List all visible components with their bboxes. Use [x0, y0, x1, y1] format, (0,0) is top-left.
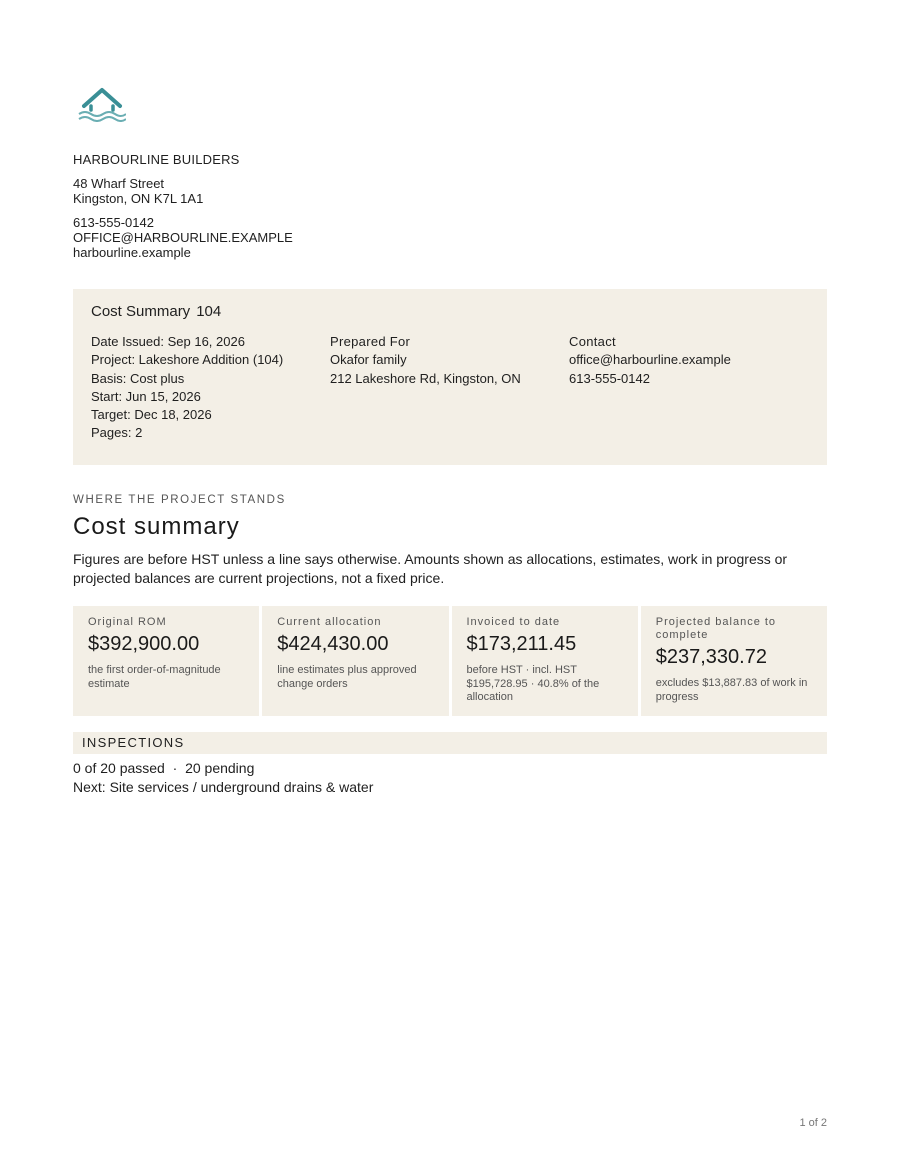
- company-email: OFFICE@HARBOURLINE.EXAMPLE: [73, 230, 293, 245]
- inspections-summary: [73, 759, 373, 796]
- contact-email: office@harbourline.example: [569, 352, 731, 368]
- contact-phone: 613-555-0142: [569, 370, 650, 386]
- metric-note: line estimates plus approved change orders: [277, 664, 417, 690]
- company-website: harbourline.example: [73, 245, 191, 260]
- metric-label: Projected balance to complete: [655, 616, 777, 641]
- section-title: Cost summary: [73, 513, 240, 540]
- metric-original-rom: [73, 606, 259, 716]
- inspections-heading: INSPECTIONS: [73, 732, 827, 754]
- company-block: [73, 152, 293, 260]
- summary-box: [73, 289, 827, 465]
- contact-heading: Contact: [569, 334, 616, 349]
- metric-amount: $424,430.00: [277, 633, 389, 655]
- metric-note: the first order-of-magnitude estimate: [88, 664, 221, 690]
- target-date: Target: Dec 18, 2026: [91, 407, 212, 423]
- inspections-status: 0 of 20 passed · 20 pending: [73, 760, 255, 776]
- summary-number: 104: [196, 303, 222, 320]
- metric-label: Original ROM: [88, 616, 167, 628]
- inspections-next: Next: Site services / underground drains & water: [73, 778, 374, 795]
- metric-current-allocation: [262, 606, 448, 716]
- metric-label: Invoiced to date: [466, 616, 561, 628]
- prepared-for-heading: Prepared For: [330, 334, 411, 349]
- metric-note: before HST · incl. HST $195,728.95 · 40.8% of the allocation: [466, 664, 600, 703]
- basis: Basis: Cost plus: [91, 370, 185, 386]
- section-intro: Figures are before HST unless a line says otherwise. Amounts shown as allocations, estimates, work in progress or projected balances are current projections, not a fixed price.: [73, 551, 788, 586]
- start-date: Start: Jun 15, 2026: [91, 388, 201, 404]
- metric-amount: $237,330.72: [655, 646, 767, 668]
- contact: [569, 333, 731, 388]
- section-eyebrow: WHERE THE PROJECT STANDS: [73, 494, 286, 506]
- metric-label: Current allocation: [277, 616, 382, 628]
- summary-title-label: Cost Summary: [91, 303, 191, 320]
- metric-amount: $392,900.00: [88, 633, 200, 655]
- date-issued: Date Issued: Sep 16, 2026: [91, 334, 245, 349]
- metric-cards: [73, 606, 827, 716]
- metric-amount: $173,211.45: [466, 633, 577, 655]
- metric-invoiced-to-date: [452, 606, 638, 716]
- company-name: HARBOURLINE BUILDERS: [73, 152, 240, 167]
- page-count: Pages: 2: [91, 425, 143, 441]
- metric-projected-balance: [641, 606, 827, 716]
- metric-note: excludes $13,887.83 of work in progress: [655, 677, 808, 703]
- prepared-for: [330, 333, 521, 388]
- company-address-line2: Kingston, ON K7L 1A1: [73, 191, 204, 206]
- page-number: 1 of 2: [799, 1117, 827, 1129]
- house-logo-icon: [78, 86, 126, 122]
- company-address-line1: 48 Wharf Street: [73, 176, 165, 191]
- client-name: Okafor family: [330, 352, 407, 368]
- company-phone: 613-555-0142: [73, 215, 154, 230]
- summary-title: [91, 303, 221, 320]
- company-address: [73, 176, 293, 206]
- summary-details: [91, 333, 283, 443]
- project: Project: Lakeshore Addition (104): [91, 352, 284, 368]
- client-address: 212 Lakeshore Rd, Kingston, ON: [330, 370, 521, 386]
